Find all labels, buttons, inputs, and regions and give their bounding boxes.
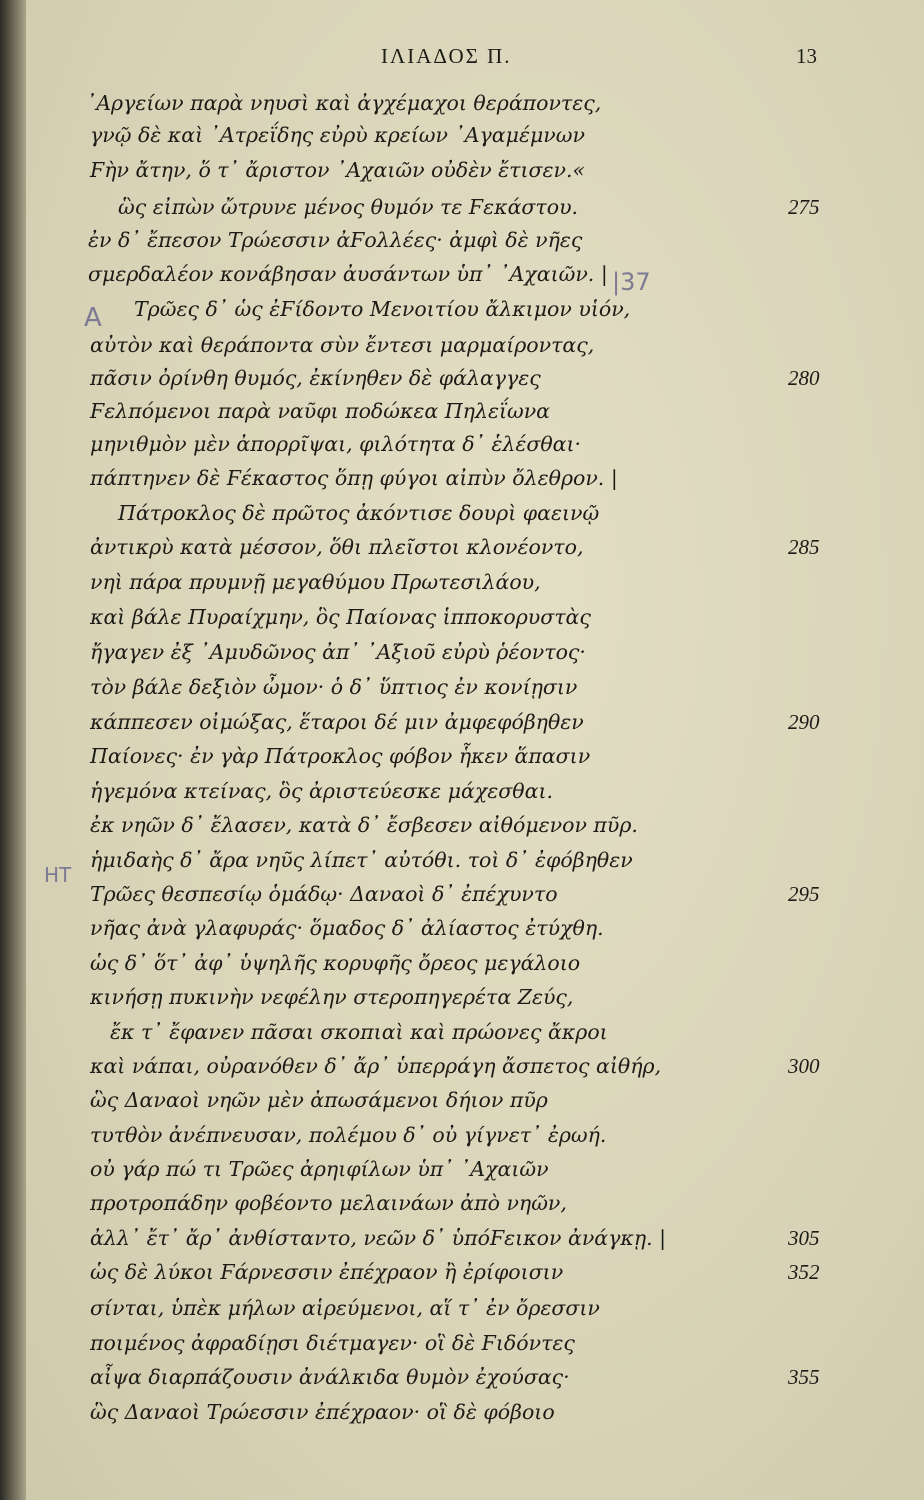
line-number: 280 [788,366,820,390]
verse-line [26,705,876,739]
verse-line [26,911,876,945]
line-number: 290 [788,710,820,734]
verse-line [26,1049,876,1083]
verse-line [26,1395,876,1429]
verse-line [26,1015,876,1049]
verse-line [26,1118,876,1152]
verse-line [26,328,876,362]
verse-text: αἶψα διαρπάζουσιν ἀνάλκιδα θυμὸν ἐχούσας· [90,1365,570,1389]
book-gutter [0,0,26,1500]
verse-text: καὶ νάπαι, οὐρανόθεν δ᾿ ἄρ᾿ ὑπερράγη ἄσπετος αἰθήρ, [90,1054,662,1078]
line-number: 285 [788,535,820,559]
verse-line [26,600,876,634]
verse-line [26,292,876,326]
verse-line [26,1152,876,1186]
verse-text: κάππεσεν οἰμώξας, ἕταροι δέ μιν ἀμφεφόβηθεν [90,710,584,734]
verse-text: Ϝὴν ἄτην, ὅ τ᾿ ἄριστον ᾿Αχαιῶν οὐδὲν ἔτισεν.« [90,158,586,182]
verse-line [26,843,876,877]
verse-line [26,1360,876,1394]
verse-text: ὡς δ᾿ ὅτ᾿ ἀφ᾿ ὑψηλῆς κορυφῆς ὄρεος μεγάλοιο [90,951,581,975]
verse-text: ἀλλ᾿ ἔτ᾿ ἄρ᾿ ἀνθίσταντο, νεῶν δ᾿ ὑπόϜεικον ἀνάγκῃ. | [90,1226,667,1250]
verse-line [26,1326,876,1360]
verse-line [26,153,876,187]
verse-text: ἔκ τ᾿ ἔφανεν πᾶσαι σκοπιαὶ καὶ πρώονες ἄκροι [110,1020,608,1044]
verse-text: Τρῶες δ᾿ ὡς ἐϜίδοντο Μενοιτίου ἄλκιμον υἱόν, [134,297,631,321]
verse-line [26,1186,876,1220]
verse-text: ἡγεμόνα κτείνας, ὃς ἀριστεύεσκε μάχεσθαι. [90,779,554,803]
verse-text: Πάτροκλος δὲ πρῶτος ἀκόντισε δουρὶ φαεινῷ [118,501,600,525]
verse-text: ᾿Αργείων παρὰ νηυσὶ καὶ ἀγχέμαχοι θεράποντες, [86,91,602,115]
verse-text: Ϝελπόμενοι παρὰ ναῦφι ποδώκεα Πηλεΐωνα [90,399,551,423]
verse-line [26,877,876,911]
verse-text: προτροπάδην φοβέοντο μελαινάων ἀπὸ νηῶν, [90,1191,567,1215]
verse-line [26,808,876,842]
verse-line [26,427,876,461]
verse-text: ὣς Δαναοὶ νηῶν μὲν ἀπωσάμενοι δήιον πῦρ [90,1088,548,1112]
verse-text: σμερδαλέον κονάβησαν ἀυσάντων ὑπ᾿ ᾿Αχαιῶν. | [88,262,608,286]
verse-text: γνῷ δὲ καὶ ᾿Ατρεΐδης εὐρὺ κρείων ᾿Αγαμέμνων [90,123,585,147]
line-number: 275 [788,195,820,219]
verse-text: πάπτηνεν δὲ Ϝέκαστος ὅπῃ φύγοι αἰπὺν ὄλεθρον. | [90,466,618,490]
verse-line [26,223,876,257]
verse-line [26,530,876,564]
verse-text: ἐν δ᾿ ἔπεσον Τρώεσσιν ἀϜολλέες· ἀμφὶ δὲ νῆες [88,228,583,252]
verse-text: κινήσῃ πυκινὴν νεφέλην στεροπηγερέτα Ζεύς, [90,985,574,1009]
verse-line [26,565,876,599]
verse-text: νηὶ πάρα πρυμνῇ μεγαθύμου Πρωτεσιλάου, [90,570,541,594]
verse-text: οὐ γάρ πώ τι Τρῶες ἀρηιφίλων ὑπ᾿ ᾿Αχαιῶν [90,1157,549,1181]
verse-line [26,257,876,291]
verse-text: πᾶσιν ὀρίνθη θυμός, ἐκίνηθεν δὲ φάλαγγες [90,366,541,390]
verse-line [26,461,876,495]
verse-line [26,118,876,152]
verse-line [26,361,876,395]
margin-mark-right: |37 [612,268,651,296]
verse-text: ὣς εἰπὼν ὤτρυνε μένος θυμόν τε Ϝεκάστου. [118,195,579,219]
verse-text: καὶ βάλε Πυραίχμην, ὃς Παίονας ἱπποκορυστὰς [90,605,591,629]
verse-line [26,670,876,704]
running-head-title: ΙΛΙΑΔΟΣ Π. [381,44,512,68]
verse-line [26,86,876,120]
verse-line [26,1291,876,1325]
line-number: 355 [788,1365,820,1389]
book-page [26,0,924,1500]
verse-text: Παίονες· ἐν γὰρ Πάτροκλος φόβον ἧκεν ἅπασιν [90,744,591,768]
verse-line [26,1083,876,1117]
verse-line [26,1221,876,1255]
verse-text: νῆας ἀνὰ γλαφυράς· ὅμαδος δ᾿ ἀλίαστος ἐτύχθη. [90,916,604,940]
verse-line [26,739,876,773]
verse-line [26,946,876,980]
verse-text: ἤγαγεν ἐξ ᾿Αμυδῶνος ἀπ᾿ ᾿Αξιοῦ εὐρὺ ῥέοντος· [90,640,586,664]
verse-text: Τρῶες θεσπεσίῳ ὁμάδῳ· Δαναοὶ δ᾿ ἐπέχυντο [90,882,558,906]
verse-line [26,980,876,1014]
verse-line [26,774,876,808]
verse-text: σίνται, ὑπὲκ μήλων αἱρεύμενοι, αἵ τ᾿ ἐν ὄρεσσιν [90,1296,600,1320]
verse-text: ἡμιδαὴς δ᾿ ἄρα νηῦς λίπετ᾿ αὐτόθι. τοὶ δ᾿ ἐφόβηθεν [90,848,633,872]
verse-line [26,496,876,530]
line-number: 305 [788,1226,820,1250]
verse-line [26,394,876,428]
verse-line [26,190,876,224]
line-number: 352 [788,1260,820,1284]
verse-text: τυτθὸν ἀνέπνευσαν, πολέμου δ᾿ οὐ γίγνετ᾿ ἐρωή. [90,1123,607,1147]
verse-text: ἐκ νηῶν δ᾿ ἔλασεν, κατὰ δ᾿ ἔσβεσεν αἰθόμενον πῦρ. [90,813,638,837]
line-number: 300 [788,1054,820,1078]
verse-text: τὸν βάλε δεξιὸν ὦμον· ὁ δ᾿ ὕπτιος ἐν κονίῃσιν [90,675,578,699]
verse-text: ἀντικρὺ κατὰ μέσσον, ὅθι πλεῖστοι κλονέοντο, [90,535,584,559]
verse-text: αὐτὸν καὶ θεράποντα σὺν ἔντεσι μαρμαίροντας, [90,333,595,357]
line-number: 295 [788,882,820,906]
verse-line [26,635,876,669]
verse-text: ὣς Δαναοὶ Τρώεσσιν ἐπέχραον· οἳ δὲ φόβοιο [90,1400,555,1424]
margin-mark-ht: HT [44,863,72,887]
verse-text: ποιμένος ἀφραδίῃσι διέτμαγεν· οἳ δὲ Ϝιδόντες [90,1331,575,1355]
verse-text: μηνιθμὸν μὲν ἀπορρῖψαι, φιλότητα δ᾿ ἑλέσθαι· [90,432,582,456]
verse-text: ὡς δὲ λύκοι Ϝάρνεσσιν ἐπέχραον ἢ ἐρίφοισιν [90,1260,564,1284]
page-number: 13 [796,44,817,68]
margin-mark-left: A [84,303,102,333]
verse-line [26,1255,876,1289]
